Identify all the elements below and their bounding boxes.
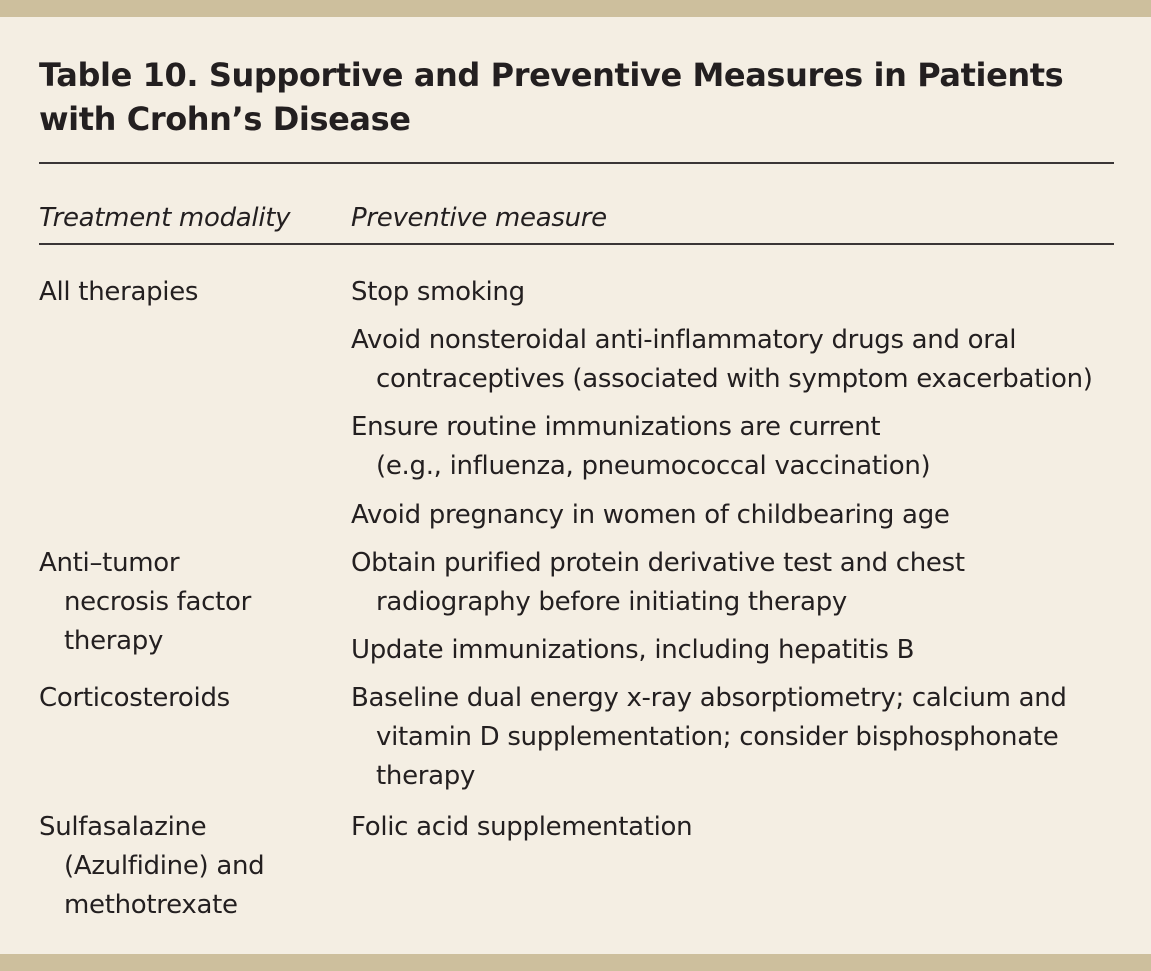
top-border-band — [0, 0, 1151, 17]
header-bottom-rule — [39, 243, 1114, 245]
table-title: Table 10. Supportive and Preventive Measures in Patients with Crohn’s Disease — [39, 56, 1064, 138]
column-header-preventive-measure: Preventive measure — [351, 203, 607, 233]
bottom-border-band — [0, 954, 1151, 971]
table-cell-modality: Sulfasalazine (Azulfidine) and methotrexate — [39, 812, 265, 920]
table-cell-measure: Obtain purified protein derivative test and chest radiography before initiating therapy — [351, 548, 965, 617]
table-cell-modality: Corticosteroids — [39, 683, 230, 713]
table-cell-measure: Baseline dual energy x-ray absorptiometry; calcium and vitamin D supplementation; consider bisphosphonate therapy — [351, 683, 1067, 791]
table-cell-measure: Folic acid supplementation — [351, 812, 693, 842]
header-top-rule — [39, 162, 1114, 164]
table-cell-modality: All therapies — [39, 277, 199, 307]
column-header-treatment-modality: Treatment modality — [39, 203, 291, 233]
table-cell-measure: Avoid pregnancy in women of childbearing age — [351, 500, 950, 530]
table-cell-modality: Anti–tumor necrosis factor therapy — [39, 548, 252, 656]
table-cell-measure: Stop smoking — [351, 277, 525, 307]
table-cell-measure: Ensure routine immunizations are current (e.g., influenza, pneumococcal vaccination) — [351, 412, 931, 481]
table-cell-measure: Update immunizations, including hepatitis B — [351, 635, 915, 665]
table-cell-measure: Avoid nonsteroidal anti-inflammatory drugs and oral contraceptives (associated with symptom exacerbation) — [351, 325, 1093, 394]
